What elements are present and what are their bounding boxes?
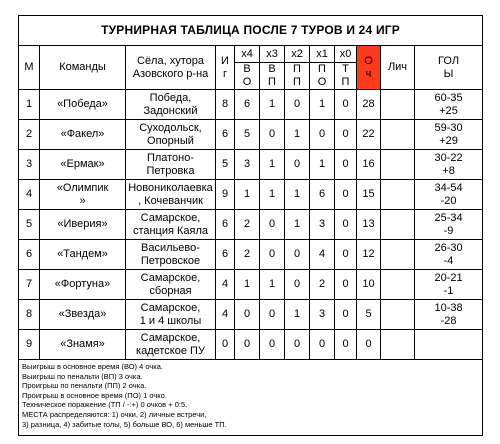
goals-cell: 60-35 +25 [415, 90, 483, 120]
games-cell: 8 [216, 90, 235, 120]
note-line: МЕСТА распределяются: 1) очки, 2) личные встречи, [22, 409, 207, 419]
note-line: Проигрыш в основное время (ПО) 1 очко. [22, 390, 167, 400]
village-cell: Самарское, кадетское ПУ [126, 330, 216, 360]
lp-cell: 0 [285, 240, 310, 270]
goals-cell: 59-30 +29 [415, 120, 483, 150]
team-cell: «Тандем» [40, 240, 126, 270]
col-header-goals: ГОЛ Ы [415, 46, 483, 90]
table-row [19, 120, 483, 150]
games-cell: 6 [216, 120, 235, 150]
goals-cell: 26-30 -4 [415, 240, 483, 270]
games-cell: 4 [216, 270, 235, 300]
col-header-x1: х1 [310, 46, 335, 63]
place-cell: 1 [19, 90, 40, 120]
lo-cell: 0 [310, 330, 335, 360]
note-line: Выигрыш в основное время (ВО) 4 очка. [22, 362, 163, 371]
games-cell: 6 [216, 240, 235, 270]
col-header-points: О ч [357, 46, 381, 90]
points-cell: 28 [357, 90, 381, 120]
note-line: 3) разница, 4) забитые голы, 5) больше ВО, 6) меньше ТП. [22, 419, 227, 429]
village-cell: Самарское, станция Каяла [126, 210, 216, 240]
lp-cell: 1 [285, 210, 310, 240]
wp-cell: 0 [260, 120, 285, 150]
place-cell: 2 [19, 120, 40, 150]
col-header-teams: Команды [40, 46, 126, 90]
standings-table [18, 15, 483, 436]
wp-cell: 0 [260, 330, 285, 360]
games-cell: 0 [216, 330, 235, 360]
lich-cell [381, 270, 415, 300]
village-cell: Новониколаевка , Кочеванчик [126, 180, 216, 210]
lich-cell [381, 300, 415, 330]
goals-cell: 10-38 -28 [415, 300, 483, 330]
wo-cell: 0 [235, 300, 260, 330]
tp-cell: 0 [335, 180, 357, 210]
table-title: ТУРНИРНАЯ ТАБЛИЦА ПОСЛЕ 7 ТУРОВ И 24 ИГР [19, 16, 483, 46]
lp-cell: 0 [285, 270, 310, 300]
village-cell: Самарское, сборная [126, 270, 216, 300]
games-cell: 6 [216, 210, 235, 240]
place-cell: 9 [19, 330, 40, 360]
wo-cell: 2 [235, 210, 260, 240]
table-row [19, 150, 483, 180]
wp-cell: 0 [260, 300, 285, 330]
col-header-x0: х0 [335, 46, 357, 63]
col-header-x3: х3 [260, 46, 285, 63]
place-cell: 8 [19, 300, 40, 330]
lo-cell: 1 [310, 150, 335, 180]
goals-cell: 20-21 -1 [415, 270, 483, 300]
points-cell: 13 [357, 210, 381, 240]
team-cell: «Фортуна» [40, 270, 126, 300]
goals-cell: 25-34 -9 [415, 210, 483, 240]
lp-cell: 0 [285, 330, 310, 360]
scoring-notes [19, 360, 483, 436]
col-header-tp: Т П [335, 63, 357, 90]
table-row [19, 90, 483, 120]
tp-cell: 0 [335, 150, 357, 180]
col-header-place: М [19, 46, 40, 90]
wp-cell: 0 [260, 240, 285, 270]
points-cell: 12 [357, 240, 381, 270]
table-row [19, 180, 483, 210]
lo-cell: 3 [310, 300, 335, 330]
col-header-lo: П О [310, 63, 335, 90]
lp-cell: 1 [285, 300, 310, 330]
col-header-wo: В О [235, 63, 260, 90]
place-cell: 6 [19, 240, 40, 270]
col-header-games: И г [216, 46, 235, 90]
lo-cell: 2 [310, 270, 335, 300]
col-header-lich: Лич [381, 46, 415, 90]
lp-cell: 1 [285, 180, 310, 210]
team-cell: «Победа» [40, 90, 126, 120]
wo-cell: 3 [235, 150, 260, 180]
lp-cell: 1 [285, 120, 310, 150]
lp-cell: 0 [285, 150, 310, 180]
lich-cell [381, 120, 415, 150]
tp-cell: 0 [335, 270, 357, 300]
lo-cell: 3 [310, 210, 335, 240]
points-cell: 15 [357, 180, 381, 210]
team-cell: «Олимпик » [40, 180, 126, 210]
place-cell: 3 [19, 150, 40, 180]
lich-cell [381, 330, 415, 360]
col-header-x4: х4 [235, 46, 260, 63]
col-header-villages: Сёла, хутора Азовского р-на [126, 46, 216, 90]
table-row [19, 240, 483, 270]
note-line: Выигрыш по пенальти (ВП) 3 очка. [22, 371, 143, 381]
team-cell: «Звезда» [40, 300, 126, 330]
wo-cell: 5 [235, 120, 260, 150]
tp-cell: 0 [335, 330, 357, 360]
table-row [19, 210, 483, 240]
wp-cell: 1 [260, 270, 285, 300]
team-cell: «Знамя» [40, 330, 126, 360]
tp-cell: 0 [335, 210, 357, 240]
note-line: Проигрыш по пенальти (ПП) 2 очка. [22, 381, 147, 391]
team-cell: «Иверия» [40, 210, 126, 240]
wo-cell: 6 [235, 90, 260, 120]
lich-cell [381, 90, 415, 120]
team-cell: «Факел» [40, 120, 126, 150]
goals-cell: 30-22 +8 [415, 150, 483, 180]
games-cell: 4 [216, 300, 235, 330]
points-cell: 16 [357, 150, 381, 180]
table-row [19, 300, 483, 330]
games-cell: 5 [216, 150, 235, 180]
col-header-x2: х2 [285, 46, 310, 63]
village-cell: Самарское, 1 и 4 школы [126, 300, 216, 330]
wo-cell: 1 [235, 180, 260, 210]
village-cell: Платоно- Петровка [126, 150, 216, 180]
table-row [19, 270, 483, 300]
wp-cell: 1 [260, 150, 285, 180]
lo-cell: 0 [310, 120, 335, 150]
tp-cell: 0 [335, 90, 357, 120]
goals-cell: 34-54 -20 [415, 180, 483, 210]
place-cell: 4 [19, 180, 40, 210]
col-header-wp: В П [260, 63, 285, 90]
tp-cell: 0 [335, 120, 357, 150]
lp-cell: 0 [285, 90, 310, 120]
tp-cell: 0 [335, 240, 357, 270]
tp-cell: 0 [335, 300, 357, 330]
lich-cell [381, 210, 415, 240]
wp-cell: 1 [260, 180, 285, 210]
lich-cell [381, 150, 415, 180]
wo-cell: 0 [235, 330, 260, 360]
place-cell: 5 [19, 210, 40, 240]
village-cell: Васильево- Петровское [126, 240, 216, 270]
col-header-lp: П П [285, 63, 310, 90]
wp-cell: 1 [260, 90, 285, 120]
points-cell: 10 [357, 270, 381, 300]
village-cell: Суходольск, Опорный [126, 120, 216, 150]
lich-cell [381, 180, 415, 210]
team-cell: «Ермак» [40, 150, 126, 180]
points-cell: 22 [357, 120, 381, 150]
lo-cell: 6 [310, 180, 335, 210]
wp-cell: 0 [260, 210, 285, 240]
goals-cell [415, 330, 483, 360]
lich-cell [381, 240, 415, 270]
points-cell: 0 [357, 330, 381, 360]
note-line: Техническое поражение (ТП / -:+) 0 очков + 0:5. [22, 400, 188, 410]
points-cell: 5 [357, 300, 381, 330]
place-cell: 7 [19, 270, 40, 300]
wo-cell: 1 [235, 270, 260, 300]
lo-cell: 1 [310, 90, 335, 120]
lo-cell: 4 [310, 240, 335, 270]
village-cell: Победа, Задонский [126, 90, 216, 120]
wo-cell: 2 [235, 240, 260, 270]
games-cell: 9 [216, 180, 235, 210]
table-row [19, 330, 483, 360]
